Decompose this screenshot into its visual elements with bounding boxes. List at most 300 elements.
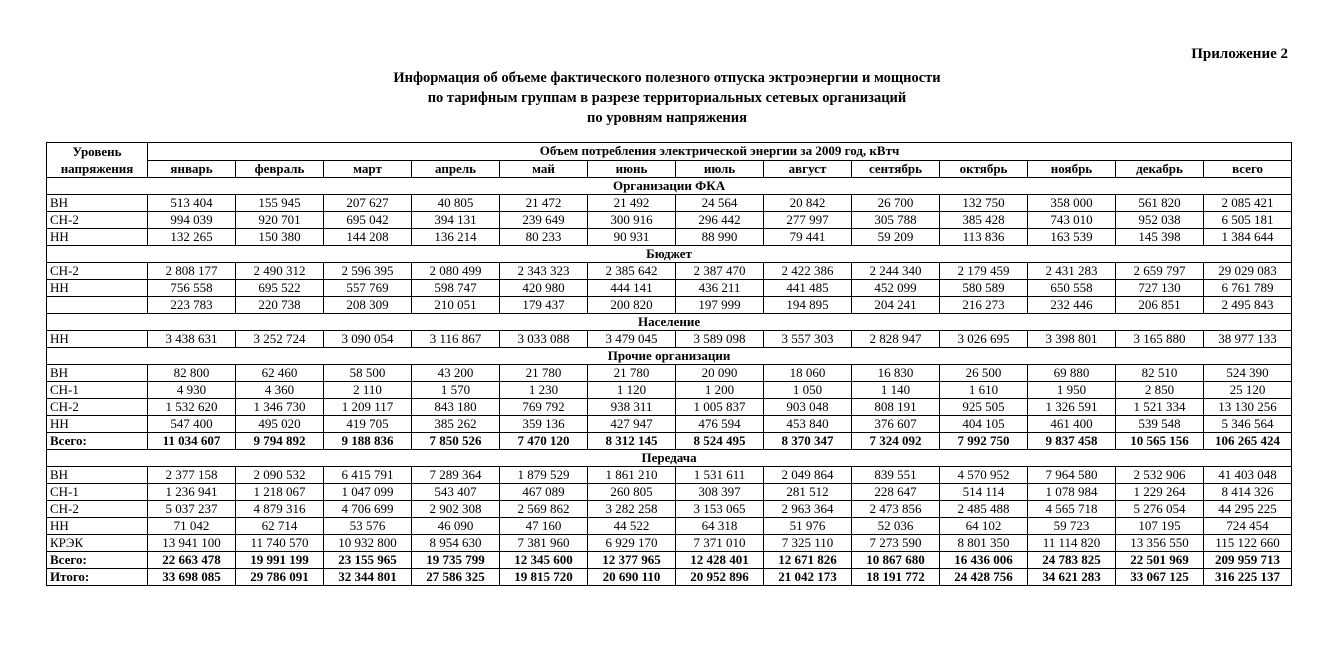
- value-cell: 2 902 308: [412, 501, 500, 518]
- value-cell: 2 377 158: [148, 467, 236, 484]
- table-row: [47, 416, 1292, 433]
- value-cell: 427 947: [588, 416, 676, 433]
- voltage-level-cell: НН: [47, 331, 148, 348]
- value-cell: 69 880: [1028, 365, 1116, 382]
- value-cell: 207 627: [324, 195, 412, 212]
- value-cell: 13 356 550: [1116, 535, 1204, 552]
- column-header: ноябрь: [1028, 160, 1116, 178]
- value-cell: 756 558: [148, 280, 236, 297]
- value-cell: 46 090: [412, 518, 500, 535]
- value-cell: 11 740 570: [236, 535, 324, 552]
- value-cell: 1 230: [500, 382, 588, 399]
- value-cell: 20 090: [676, 365, 764, 382]
- value-cell: 3 589 098: [676, 331, 764, 348]
- value-cell: 2 495 843: [1204, 297, 1292, 314]
- value-cell: 2 385 642: [588, 263, 676, 280]
- total-row: [47, 552, 1292, 569]
- value-cell: 300 916: [588, 212, 676, 229]
- voltage-level-cell: НН: [47, 518, 148, 535]
- value-cell: 18 191 772: [852, 569, 940, 586]
- table-row: [47, 399, 1292, 416]
- level-column-header: [47, 143, 148, 178]
- value-cell: 8 524 495: [676, 433, 764, 450]
- value-cell: 107 195: [1116, 518, 1204, 535]
- value-cell: 695 522: [236, 280, 324, 297]
- value-cell: 3 090 054: [324, 331, 412, 348]
- value-cell: 2 828 947: [852, 331, 940, 348]
- value-cell: 467 089: [500, 484, 588, 501]
- value-cell: 208 309: [324, 297, 412, 314]
- value-cell: 385 262: [412, 416, 500, 433]
- value-cell: 204 241: [852, 297, 940, 314]
- value-cell: 7 992 750: [940, 433, 1028, 450]
- value-cell: 2 085 421: [1204, 195, 1292, 212]
- value-cell: 136 214: [412, 229, 500, 246]
- value-cell: 358 000: [1028, 195, 1116, 212]
- table-row: [47, 535, 1292, 552]
- value-cell: 62 460: [236, 365, 324, 382]
- voltage-level-cell: ВН: [47, 467, 148, 484]
- value-cell: 71 042: [148, 518, 236, 535]
- value-cell: 24 428 756: [940, 569, 1028, 586]
- value-cell: 296 442: [676, 212, 764, 229]
- value-cell: 223 783: [148, 297, 236, 314]
- value-cell: 404 105: [940, 416, 1028, 433]
- value-cell: 82 510: [1116, 365, 1204, 382]
- section-header-row: [47, 348, 1292, 365]
- table-row: [47, 484, 1292, 501]
- column-header: март: [324, 160, 412, 178]
- value-cell: 452 099: [852, 280, 940, 297]
- value-cell: 21 780: [588, 365, 676, 382]
- value-cell: 994 039: [148, 212, 236, 229]
- value-cell: 209 959 713: [1204, 552, 1292, 569]
- value-cell: 150 380: [236, 229, 324, 246]
- value-cell: 6 505 181: [1204, 212, 1292, 229]
- table-row: [47, 229, 1292, 246]
- voltage-level-cell: СН-2: [47, 263, 148, 280]
- value-cell: 8 370 347: [764, 433, 852, 450]
- value-cell: 155 945: [236, 195, 324, 212]
- total-row: [47, 569, 1292, 586]
- section-header-row: [47, 246, 1292, 263]
- value-cell: 7 470 120: [500, 433, 588, 450]
- value-cell: 2 244 340: [852, 263, 940, 280]
- value-cell: 179 437: [500, 297, 588, 314]
- value-cell: 2 490 312: [236, 263, 324, 280]
- value-cell: 2 569 862: [500, 501, 588, 518]
- value-cell: 808 191: [852, 399, 940, 416]
- value-cell: 316 225 137: [1204, 569, 1292, 586]
- voltage-level-cell: НН: [47, 280, 148, 297]
- value-cell: 7 324 092: [852, 433, 940, 450]
- value-cell: 8 414 326: [1204, 484, 1292, 501]
- value-cell: 206 851: [1116, 297, 1204, 314]
- value-cell: 21 492: [588, 195, 676, 212]
- value-cell: 22 501 969: [1116, 552, 1204, 569]
- value-cell: 38 977 133: [1204, 331, 1292, 348]
- value-cell: 2 179 459: [940, 263, 1028, 280]
- title-line: по уровням напряжения: [587, 110, 747, 126]
- value-cell: 8 801 350: [940, 535, 1028, 552]
- value-cell: 13 941 100: [148, 535, 236, 552]
- value-cell: 514 114: [940, 484, 1028, 501]
- table-row: [47, 518, 1292, 535]
- column-header: апрель: [412, 160, 500, 178]
- value-cell: 24 564: [676, 195, 764, 212]
- value-cell: 10 932 800: [324, 535, 412, 552]
- value-cell: 21 472: [500, 195, 588, 212]
- value-cell: 19 815 720: [500, 569, 588, 586]
- value-cell: 650 558: [1028, 280, 1116, 297]
- level-header-line: Уровень: [72, 144, 122, 159]
- value-cell: 32 344 801: [324, 569, 412, 586]
- value-cell: 33 067 125: [1116, 569, 1204, 586]
- voltage-level-cell: ВН: [47, 365, 148, 382]
- value-cell: 743 010: [1028, 212, 1116, 229]
- value-cell: 47 160: [500, 518, 588, 535]
- value-cell: 6 415 791: [324, 467, 412, 484]
- value-cell: 281 512: [764, 484, 852, 501]
- section-header-row: [47, 178, 1292, 195]
- value-cell: 769 792: [500, 399, 588, 416]
- value-cell: 20 952 896: [676, 569, 764, 586]
- value-cell: 41 403 048: [1204, 467, 1292, 484]
- value-cell: 2 532 906: [1116, 467, 1204, 484]
- value-cell: 453 840: [764, 416, 852, 433]
- value-cell: 1 236 941: [148, 484, 236, 501]
- column-header: июнь: [588, 160, 676, 178]
- value-cell: 4 930: [148, 382, 236, 399]
- appendix-label: Приложение 2: [1191, 46, 1288, 62]
- value-cell: 724 454: [1204, 518, 1292, 535]
- value-cell: 1 005 837: [676, 399, 764, 416]
- value-cell: 5 276 054: [1116, 501, 1204, 518]
- value-cell: 305 788: [852, 212, 940, 229]
- value-cell: 1 120: [588, 382, 676, 399]
- table-row: [47, 263, 1292, 280]
- value-cell: 839 551: [852, 467, 940, 484]
- voltage-level-cell: Итого:: [47, 569, 148, 586]
- value-cell: 513 404: [148, 195, 236, 212]
- value-cell: 26 700: [852, 195, 940, 212]
- value-cell: 23 155 965: [324, 552, 412, 569]
- group-header: Объем потребления электрической энергии за 2009 год, кВтч: [148, 143, 1292, 161]
- voltage-level-cell: СН-2: [47, 501, 148, 518]
- value-cell: 1 229 264: [1116, 484, 1204, 501]
- value-cell: 5 037 237: [148, 501, 236, 518]
- voltage-level-cell: НН: [47, 416, 148, 433]
- value-cell: 952 038: [1116, 212, 1204, 229]
- value-cell: 29 029 083: [1204, 263, 1292, 280]
- value-cell: 308 397: [676, 484, 764, 501]
- value-cell: 385 428: [940, 212, 1028, 229]
- value-cell: 1 140: [852, 382, 940, 399]
- header-row: [47, 143, 1292, 161]
- value-cell: 43 200: [412, 365, 500, 382]
- value-cell: 21 042 173: [764, 569, 852, 586]
- value-cell: 3 026 695: [940, 331, 1028, 348]
- voltage-level-cell: СН-2: [47, 212, 148, 229]
- value-cell: 16 436 006: [940, 552, 1028, 569]
- value-cell: 476 594: [676, 416, 764, 433]
- value-cell: 547 400: [148, 416, 236, 433]
- value-cell: 1 570: [412, 382, 500, 399]
- value-cell: 34 621 283: [1028, 569, 1116, 586]
- value-cell: 11 034 607: [148, 433, 236, 450]
- section-title: Прочие организации: [47, 348, 1292, 365]
- value-cell: 3 282 258: [588, 501, 676, 518]
- value-cell: 9 794 892: [236, 433, 324, 450]
- value-cell: 79 441: [764, 229, 852, 246]
- value-cell: 1 209 117: [324, 399, 412, 416]
- value-cell: 539 548: [1116, 416, 1204, 433]
- value-cell: 420 980: [500, 280, 588, 297]
- value-cell: 495 020: [236, 416, 324, 433]
- value-cell: 2 808 177: [148, 263, 236, 280]
- value-cell: 232 446: [1028, 297, 1116, 314]
- value-cell: 59 209: [852, 229, 940, 246]
- column-header: январь: [148, 160, 236, 178]
- value-cell: 2 049 864: [764, 467, 852, 484]
- value-cell: 727 130: [1116, 280, 1204, 297]
- value-cell: 24 783 825: [1028, 552, 1116, 569]
- section-header-row: [47, 450, 1292, 467]
- value-cell: 3 153 065: [676, 501, 764, 518]
- value-cell: 80 233: [500, 229, 588, 246]
- section-title: Организации ФКА: [47, 178, 1292, 195]
- column-header: февраль: [236, 160, 324, 178]
- table-row: [47, 195, 1292, 212]
- value-cell: 1 521 334: [1116, 399, 1204, 416]
- value-cell: 2 473 856: [852, 501, 940, 518]
- value-cell: 64 318: [676, 518, 764, 535]
- value-cell: 194 895: [764, 297, 852, 314]
- value-cell: 6 761 789: [1204, 280, 1292, 297]
- column-header: всего: [1204, 160, 1292, 178]
- table-row: [47, 280, 1292, 297]
- value-cell: 7 289 364: [412, 467, 500, 484]
- value-cell: 2 080 499: [412, 263, 500, 280]
- value-cell: 444 141: [588, 280, 676, 297]
- value-cell: 843 180: [412, 399, 500, 416]
- value-cell: 4 360: [236, 382, 324, 399]
- table-row: [47, 297, 1292, 314]
- value-cell: 1 610: [940, 382, 1028, 399]
- value-cell: 20 690 110: [588, 569, 676, 586]
- value-cell: 12 428 401: [676, 552, 764, 569]
- value-cell: 4 565 718: [1028, 501, 1116, 518]
- table-body: [47, 178, 1292, 586]
- value-cell: 2 090 532: [236, 467, 324, 484]
- value-cell: 3 438 631: [148, 331, 236, 348]
- value-cell: 88 990: [676, 229, 764, 246]
- voltage-level-cell: ВН: [47, 195, 148, 212]
- value-cell: 44 522: [588, 518, 676, 535]
- value-cell: 7 964 580: [1028, 467, 1116, 484]
- value-cell: 461 400: [1028, 416, 1116, 433]
- column-header: декабрь: [1116, 160, 1204, 178]
- value-cell: 12 345 600: [500, 552, 588, 569]
- value-cell: 21 780: [500, 365, 588, 382]
- value-cell: 1 384 644: [1204, 229, 1292, 246]
- value-cell: 903 048: [764, 399, 852, 416]
- value-cell: 9 837 458: [1028, 433, 1116, 450]
- table-row: [47, 467, 1292, 484]
- value-cell: 9 188 836: [324, 433, 412, 450]
- value-cell: 557 769: [324, 280, 412, 297]
- section-title: Население: [47, 314, 1292, 331]
- value-cell: 64 102: [940, 518, 1028, 535]
- value-cell: 277 997: [764, 212, 852, 229]
- value-cell: 44 295 225: [1204, 501, 1292, 518]
- value-cell: 6 929 170: [588, 535, 676, 552]
- value-cell: 19 735 799: [412, 552, 500, 569]
- value-cell: 33 698 085: [148, 569, 236, 586]
- total-row: [47, 433, 1292, 450]
- value-cell: 62 714: [236, 518, 324, 535]
- voltage-level-cell: КРЭК: [47, 535, 148, 552]
- value-cell: 436 211: [676, 280, 764, 297]
- value-cell: 11 114 820: [1028, 535, 1116, 552]
- value-cell: 7 850 526: [412, 433, 500, 450]
- value-cell: 394 131: [412, 212, 500, 229]
- value-cell: 2 343 323: [500, 263, 588, 280]
- consumption-table: [46, 142, 1292, 586]
- value-cell: 7 325 110: [764, 535, 852, 552]
- value-cell: 10 867 680: [852, 552, 940, 569]
- value-cell: 132 265: [148, 229, 236, 246]
- title-line: Информация об объеме фактического полезного отпуска эктроэнергии и мощности: [393, 70, 941, 86]
- value-cell: 18 060: [764, 365, 852, 382]
- column-header: сентябрь: [852, 160, 940, 178]
- value-cell: 543 407: [412, 484, 500, 501]
- value-cell: 2 110: [324, 382, 412, 399]
- value-cell: 3 557 303: [764, 331, 852, 348]
- value-cell: 1 218 067: [236, 484, 324, 501]
- value-cell: 12 377 965: [588, 552, 676, 569]
- value-cell: 4 570 952: [940, 467, 1028, 484]
- value-cell: 4 706 699: [324, 501, 412, 518]
- value-cell: 2 659 797: [1116, 263, 1204, 280]
- value-cell: 1 326 591: [1028, 399, 1116, 416]
- value-cell: 113 836: [940, 229, 1028, 246]
- value-cell: 3 116 867: [412, 331, 500, 348]
- value-cell: 19 991 199: [236, 552, 324, 569]
- value-cell: 376 607: [852, 416, 940, 433]
- value-cell: 82 800: [148, 365, 236, 382]
- voltage-level-cell: СН-1: [47, 382, 148, 399]
- value-cell: 1 047 099: [324, 484, 412, 501]
- value-cell: 144 208: [324, 229, 412, 246]
- value-cell: 20 842: [764, 195, 852, 212]
- value-cell: 1 861 210: [588, 467, 676, 484]
- table-row: [47, 501, 1292, 518]
- month-header-row: [47, 160, 1292, 178]
- value-cell: 561 820: [1116, 195, 1204, 212]
- value-cell: 132 750: [940, 195, 1028, 212]
- value-cell: 26 500: [940, 365, 1028, 382]
- voltage-level-cell: СН-1: [47, 484, 148, 501]
- value-cell: 2 387 470: [676, 263, 764, 280]
- value-cell: 106 265 424: [1204, 433, 1292, 450]
- value-cell: 90 931: [588, 229, 676, 246]
- value-cell: 3 252 724: [236, 331, 324, 348]
- value-cell: 3 165 880: [1116, 331, 1204, 348]
- value-cell: 239 649: [500, 212, 588, 229]
- value-cell: 59 723: [1028, 518, 1116, 535]
- value-cell: 1 346 730: [236, 399, 324, 416]
- value-cell: 1 200: [676, 382, 764, 399]
- value-cell: 3 479 045: [588, 331, 676, 348]
- value-cell: 1 078 984: [1028, 484, 1116, 501]
- table-row: [47, 331, 1292, 348]
- value-cell: 163 539: [1028, 229, 1116, 246]
- value-cell: 3 033 088: [500, 331, 588, 348]
- value-cell: 115 122 660: [1204, 535, 1292, 552]
- value-cell: 8 312 145: [588, 433, 676, 450]
- voltage-level-cell: [47, 297, 148, 314]
- voltage-level-cell: Всего:: [47, 552, 148, 569]
- column-header: август: [764, 160, 852, 178]
- value-cell: 145 398: [1116, 229, 1204, 246]
- value-cell: 4 879 316: [236, 501, 324, 518]
- value-cell: 12 671 826: [764, 552, 852, 569]
- document-title: [0, 68, 1334, 128]
- value-cell: 16 830: [852, 365, 940, 382]
- value-cell: 58 500: [324, 365, 412, 382]
- voltage-level-cell: СН-2: [47, 399, 148, 416]
- value-cell: 260 805: [588, 484, 676, 501]
- value-cell: 1 950: [1028, 382, 1116, 399]
- value-cell: 29 786 091: [236, 569, 324, 586]
- table-row: [47, 365, 1292, 382]
- value-cell: 441 485: [764, 280, 852, 297]
- table-row: [47, 212, 1292, 229]
- value-cell: 695 042: [324, 212, 412, 229]
- column-header: октябрь: [940, 160, 1028, 178]
- value-cell: 7 381 960: [500, 535, 588, 552]
- value-cell: 1 532 620: [148, 399, 236, 416]
- value-cell: 220 738: [236, 297, 324, 314]
- value-cell: 2 596 395: [324, 263, 412, 280]
- table-row: [47, 382, 1292, 399]
- level-header-line: напряжения: [60, 161, 134, 176]
- column-header: май: [500, 160, 588, 178]
- value-cell: 938 311: [588, 399, 676, 416]
- value-cell: 52 036: [852, 518, 940, 535]
- section-title: Бюджет: [47, 246, 1292, 263]
- value-cell: 580 589: [940, 280, 1028, 297]
- value-cell: 8 954 630: [412, 535, 500, 552]
- voltage-level-cell: Всего:: [47, 433, 148, 450]
- voltage-level-cell: НН: [47, 229, 148, 246]
- value-cell: 1 050: [764, 382, 852, 399]
- title-line: по тарифным группам в разрезе территориальных сетевых организаций: [427, 90, 907, 106]
- value-cell: 3 398 801: [1028, 331, 1116, 348]
- section-title: Передача: [47, 450, 1292, 467]
- value-cell: 10 565 156: [1116, 433, 1204, 450]
- value-cell: 5 346 564: [1204, 416, 1292, 433]
- value-cell: 27 586 325: [412, 569, 500, 586]
- value-cell: 524 390: [1204, 365, 1292, 382]
- value-cell: 197 999: [676, 297, 764, 314]
- value-cell: 359 136: [500, 416, 588, 433]
- value-cell: 51 976: [764, 518, 852, 535]
- value-cell: 419 705: [324, 416, 412, 433]
- value-cell: 2 850: [1116, 382, 1204, 399]
- value-cell: 22 663 478: [148, 552, 236, 569]
